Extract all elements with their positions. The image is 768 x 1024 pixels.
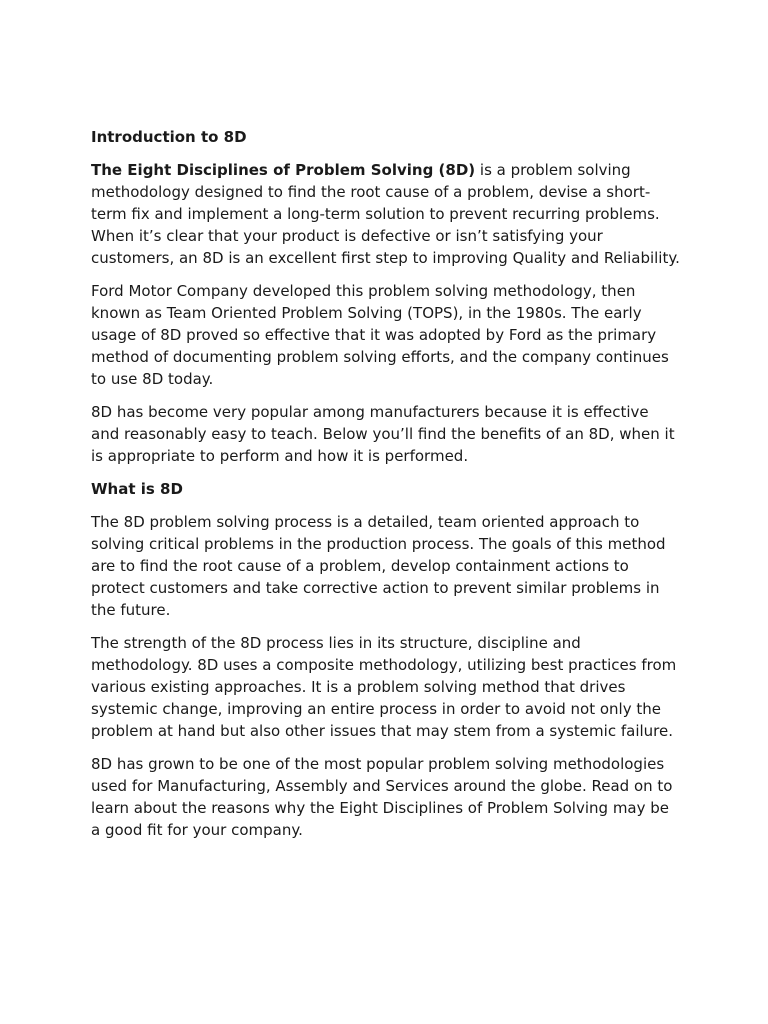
paragraph-intro — [91, 159, 681, 269]
intro-bold-term: The Eight Disciplines of Problem Solving (8D) — [91, 161, 476, 179]
document-page — [91, 126, 681, 852]
paragraph-popularity: 8D has become very popular among manufacturers because it is effective and reasonably easy to teach. Below you’ll find the benefits of an 8D, when it is appropriate to perform and how it is performed. — [91, 403, 675, 465]
paragraph-process: The 8D problem solving process is a detailed, team oriented approach to solving critical problems in the production process. The goals of this method are to find the root cause of a problem, develop containment actions to protect customers and take corrective action to prevent similar problems in the future. — [91, 513, 666, 619]
paragraph-ford-history: Ford Motor Company developed this problem solving methodology, then known as Team Oriented Problem Solving (TOPS), in the 1980s. The early usage of 8D proved so effective that it was adopted by Ford as the primary method of documenting problem solving efforts, and the company continues to use 8D today. — [91, 282, 669, 388]
paragraph-growth: 8D has grown to be one of the most popular problem solving methodologies used for Manufacturing, Assembly and Services around the globe. Read on to learn about the reasons why the Eight Disciplines of Problem Solving may be a good fit for your company. — [91, 755, 673, 839]
paragraph-strength: The strength of the 8D process lies in its structure, discipline and methodology. 8D uses a composite methodology, utilizing best practices from various existing approaches. It is a problem solving method that drives systemic change, improving an entire process in order to avoid not only the problem at hand but also other issues that may stem from a systemic failure. — [91, 634, 677, 740]
intro-text: is a problem solving methodology designed to find the root cause of a problem, devise a short-term fix and implement a long-term solution to prevent recurring problems. When it’s clear that your product is defective or isn’t satisfying your customers, an 8D is an excellent first step to improving Quality and Reliability. — [91, 161, 680, 267]
section-heading-introduction: Introduction to 8D — [91, 128, 247, 146]
section-heading-what-is-8d: What is 8D — [91, 480, 183, 498]
